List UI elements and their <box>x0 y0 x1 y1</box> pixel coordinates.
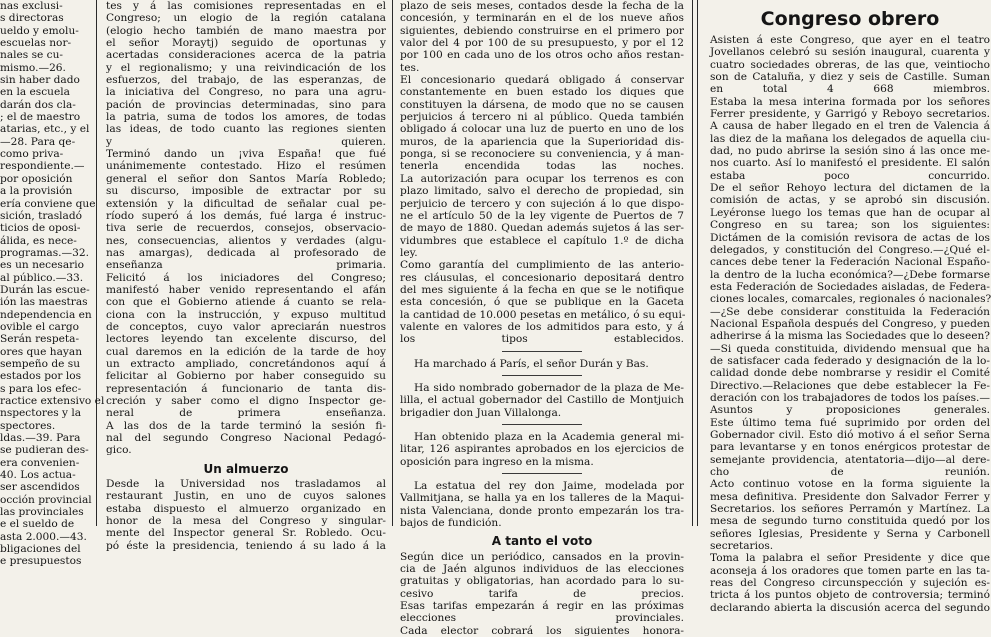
text-line: mesa de segundo turno constituida quedó por los <box>710 515 990 528</box>
text-line: Serán respeta- <box>0 333 80 346</box>
text-line: El concesionario quedará obligado á conservar <box>400 74 684 87</box>
text-line: valente en valores de los admitidos para esto, y á <box>400 320 684 333</box>
text-line: asta 2.000.—43. <box>0 530 87 543</box>
text-line: Como garantía del cumplimiento de las anterio- <box>400 259 684 272</box>
text-line: Según dice un periódico, cansados en la provin- <box>400 550 684 563</box>
text-line: general el señor don Santos María Robledo; <box>106 172 386 185</box>
text-line: delegados, y constitución del Congreso.—¿Qué el- <box>710 243 990 256</box>
text-line: e el sueldo de <box>0 518 75 531</box>
column-4 <box>710 0 991 614</box>
text-line: tenerla encendida todas las noches. <box>400 160 684 173</box>
text-line: ldas.—39. Para <box>0 432 81 445</box>
text-line: ueldo y emolu- <box>0 24 79 37</box>
text-line: Este último tema fué suprimido por orden del <box>710 416 990 429</box>
text-line: Nacional Española después del Congreso, y pueden <box>710 317 990 330</box>
text-line: nes, consecuencias, alientos y verdades (algu- <box>106 234 386 247</box>
divider <box>502 424 582 425</box>
text-line: ser ascendidos <box>0 481 80 494</box>
text-line: s para los efec- <box>0 382 82 395</box>
text-line: deración con los trabajadores de todos los países.— <box>710 391 990 404</box>
text-line: y quieren. <box>106 135 386 148</box>
text-line: Toma la palabra el señor Presidente y dice que <box>710 552 990 565</box>
news-note-line: Vallmitjana, se halla ya en los talleres de la Maqui- <box>400 492 684 505</box>
text-line: concesión, y terminarán en el de los nueve años <box>400 12 684 25</box>
text-line: es un necesario <box>0 259 84 272</box>
text-line: muros, de la apariencia que la Superioridad dis- <box>400 135 684 148</box>
text-line: Dictámen de la comisión revisora de actas de los <box>710 231 990 244</box>
text-line: respondiente.— <box>0 160 85 173</box>
text-line: ticios de oposi- <box>0 222 81 235</box>
column-rule <box>392 0 393 526</box>
text-line: ; el de maestro <box>0 111 81 124</box>
text-line: acertadas consideraciones acerca de la patria <box>106 49 386 62</box>
text-line: mismo.—26. <box>0 61 66 74</box>
text-line: ión las maestras <box>0 296 88 309</box>
text-line: ores que hayan <box>0 345 83 358</box>
text-line: ndependencia en <box>0 308 92 321</box>
column-2 <box>106 0 386 552</box>
text-line: mente del Inspector general Sr. Robledo. Ocu- <box>106 527 386 540</box>
column-rule <box>692 0 693 526</box>
text-line: ovible el cargo <box>0 320 80 333</box>
text-line: tes y á las comisiones representadas en el <box>106 0 386 12</box>
text-line: sempeño de su <box>0 357 81 370</box>
text-line: estaba dispuesto el almuerzo organizado en <box>106 502 386 515</box>
text-line: estaba poco concurrido. <box>710 169 990 182</box>
text-line: aconseja á los oradores que tomen parte en las ta- <box>710 564 990 577</box>
text-line: manifestó haber venido representando el afán <box>106 283 386 296</box>
text-line: del mes siguiente á la fecha en que se le notifique <box>400 283 684 296</box>
text-line: pó éste la presidencia, teniendo á su lado á la <box>106 539 386 552</box>
text-line: dad, no pudo abrirse la sesión sino á las once me- <box>710 145 990 158</box>
text-line: —¿Se debe considerar constituida la Federación <box>710 305 990 318</box>
text-line: pación de provincias determinadas, sino para <box>106 98 386 111</box>
section-heading: A tanto el voto <box>491 534 593 549</box>
text-line: plazo limitado, salvo el derecho de propiedad, sin <box>400 185 684 198</box>
text-line: esfuerzos, del trabajo, de las esperanzas, de <box>106 74 386 87</box>
text-line: comisión de actas, y se aprobó sin discusión. <box>710 194 990 207</box>
text-line: secretarios. <box>710 540 774 553</box>
text-line: Directivo.—Relaciones que debe establecer la Fe- <box>710 379 990 392</box>
text-line: sición, trasladó <box>0 209 83 222</box>
text-line: De el señor Rehoyo lectura del dictamen de la <box>710 182 990 195</box>
text-line: en total 4 668 miembros. <box>710 83 990 96</box>
text-line: cances debe tener la Federación Nacional Españo- <box>710 256 990 269</box>
text-line: ería conviene que <box>0 197 96 210</box>
news-note-line: Ha marchado á París, el señor Durán y Bas. <box>414 357 649 370</box>
text-line: occión provincial <box>0 493 92 506</box>
text-line: de mayo de 1880. Quedan además sujetos á las ser- <box>400 222 684 235</box>
text-line: álida, es nece- <box>0 234 77 247</box>
text-line: ciones locales, comarcales, regionales ó nacionales? <box>710 293 991 306</box>
text-line: las diez de la mañana los delegados de aquella ciu- <box>710 132 990 145</box>
text-line: de conceptos, cuyo valor apreciarán nuestros <box>106 320 386 333</box>
text-line: al público.—33. <box>0 271 84 284</box>
text-line: nos cuarto. Así lo manifestó el presidente. El salón <box>710 157 990 170</box>
text-line: perjuicio de tercero y con sujeción á lo que dispo- <box>400 197 684 210</box>
text-line: nas amargas), dedicada al profesorado de <box>106 246 386 259</box>
text-line: estados por los <box>0 370 82 383</box>
text-line: adherirse á la misma las Sociedades que lo deseen? <box>710 330 990 343</box>
text-line: su discurso, imposible de extractar por su <box>106 185 386 198</box>
text-line: de satisfacer cada federado y designación de la lo- <box>710 354 990 367</box>
text-line: los tipos establecidos. <box>400 333 684 346</box>
text-line: ractice extensivo el <box>0 395 105 407</box>
text-line: tes. <box>400 61 420 74</box>
text-line: señores Iglesias, Presidente y Serna y Carbonell <box>710 527 990 540</box>
text-line: reas del Congreso circunspección y sujeción es- <box>710 577 990 590</box>
text-line: La autorización para ocupar los terrenos es con <box>400 172 684 185</box>
column-1 <box>0 0 105 568</box>
column-3 <box>400 0 686 637</box>
text-line: A las dos de la tarde terminó la sesión fi- <box>106 419 386 432</box>
text-line: se pudieran des- <box>0 444 89 457</box>
text-line: ponga, si se reconociere su conveniencia, y á man- <box>400 148 684 161</box>
text-line: —28. Para qe- <box>0 135 76 148</box>
text-line: atarias, etc., y el <box>0 123 90 136</box>
text-line: nal del segundo Congreso Nacional Pedagó- <box>106 432 386 445</box>
news-note-line: nista Valenciana, donde pronto empezarán los tra- <box>400 504 684 517</box>
text-line: Felicitó á los iniciadores del Congreso; <box>106 271 386 284</box>
text-line: sin haber dado <box>0 74 80 87</box>
text-line: (elogio hecho también de mano maestra por <box>106 24 386 37</box>
text-line: un extracto ampliado, concretándonos aquí á <box>106 357 386 370</box>
text-line: 40. Los actua- <box>0 469 76 482</box>
text-line: Congreso en su tarea; son los siguientes: <box>710 219 990 232</box>
text-line: Leyéronse luego los temas que han de ocupar al <box>710 206 990 219</box>
text-line: programas.—32. <box>0 246 89 259</box>
text-line: ciona con la instrucción, y expuso multitud <box>106 308 386 321</box>
text-line: nales se cu- <box>0 49 64 62</box>
text-line: Desde la Universidad nos trasladamos al <box>106 478 386 491</box>
text-line: darán dos cla- <box>0 98 76 111</box>
text-line: son de Cataluña, y diez y seis de Castille. Suman <box>710 71 990 84</box>
text-line: el señor Moraytj) seguido de oportunas y <box>106 37 386 50</box>
text-line: constituyen la dársena, de modo que no se causen <box>400 98 684 111</box>
text-line: enseñanza primaria. <box>106 259 386 272</box>
text-line: Jovellanos celebró su sesión inaugural, cuarenta y <box>710 46 990 59</box>
text-line: ríodo superó á los demás, fué larga é instruc- <box>106 209 386 222</box>
text-line: era convenien- <box>0 456 80 469</box>
text-line: valor del 4 por 100 de su presupuesto, y por el 12 <box>400 37 684 50</box>
text-line: siguientes, debiendo construirse en el primero por <box>400 24 684 37</box>
text-line: con que el Gobierno atiende á cuanto se rela- <box>106 296 386 309</box>
section-heading: Un almuerzo <box>203 461 289 476</box>
text-line: Acto continuo votose en la forma siguiente la <box>710 478 990 491</box>
text-line: la dentro de la lucha económica?—¿Debe formarse <box>710 268 990 281</box>
text-line: representación á funcionario de tanta dis- <box>106 382 386 395</box>
text-line: constantemente en buen estado los diques que <box>400 86 684 99</box>
text-line: creción y saber como el digno Inspector ge- <box>106 395 386 407</box>
news-note-line: lilla, el actual gobernador del Castillo de Montjuich <box>400 394 684 407</box>
news-note-line: La estatua del rey don Jaime, modelada por <box>414 480 684 493</box>
news-note-line: oposición para ingreso en la misma. <box>400 455 594 468</box>
text-line: ley. <box>400 246 418 259</box>
text-line: a la provisión <box>0 185 73 198</box>
text-line: cesivo tarifa de precios. <box>400 587 684 600</box>
text-line: Gobernador civil. Esto dió motivo á el señor Serna <box>710 429 990 441</box>
text-line: Ferrer presidente, y Garrigó y Reboyo secretarios. <box>710 108 990 121</box>
text-line: s directoras <box>0 12 64 25</box>
divider <box>502 351 582 352</box>
text-line: mesa definitiva. Presidente don Salvador Ferrer y <box>710 490 990 503</box>
news-note-line: Han obtenido plaza en la Academia general mi- <box>414 431 684 443</box>
text-line: tricta á los puntos objeto de controversia; terminó <box>710 589 990 602</box>
text-line: extensión y la dificultad de señalar cual pe- <box>106 197 386 210</box>
text-line: escuelas nor- <box>0 37 72 50</box>
text-line: las provinciales <box>0 506 84 519</box>
text-line: Terminó dando un ¡viva España! que fué <box>106 148 386 161</box>
text-line: nas exclusi- <box>0 0 63 12</box>
text-line: honor de la mesa del Congreso y singular- <box>106 515 386 528</box>
text-line: declarando abierta la discusión acerca del segundo <box>710 601 990 614</box>
text-line: la patria, suma de todos los amores, de todas <box>106 111 386 124</box>
text-line: la iniciativa del Congreso, no para una agru- <box>106 86 386 99</box>
text-line: para levantarse y en tonos enérgicos protestar de <box>710 441 990 454</box>
text-line: A causa de haber llegado en el tren de Valencia á <box>710 120 990 133</box>
divider <box>502 375 582 376</box>
text-line: felicitar al Gobierno por haber conseguido su <box>106 370 386 383</box>
text-line: Congreso; un elogio de la región catalana <box>106 12 386 25</box>
text-line: e presupuestos <box>0 555 82 568</box>
text-line: la cantidad de 10.000 pesetas en metálico, ó su equi- <box>400 308 686 321</box>
text-line: elecciones provinciales. <box>400 612 684 625</box>
text-line: cual daremos en la edición de la tarde de hoy <box>106 345 386 358</box>
text-line: Esas tarifas empezarán á regir en las próximas <box>400 600 684 613</box>
text-line: las ideas, de todo cuanto las regiones sienten <box>106 123 386 136</box>
text-line: gratuitas y obligatorias, han acordado para lo su- <box>400 575 684 588</box>
text-line: Cada elector cobrará los siguientes honora- <box>400 624 684 637</box>
text-line: spectores. <box>0 419 56 432</box>
text-line: perjuicios á tercero ni al público. Queda también <box>400 111 684 124</box>
text-line: lectores leyendo tan excelente discurso, del <box>106 333 386 346</box>
divider <box>502 473 582 474</box>
column-rule <box>96 0 97 526</box>
text-line: y el regionalismo; y una reivindicación de los <box>106 61 386 74</box>
news-note-line: litar, 126 aspirantes aprobados en los ejercicios de <box>400 443 684 456</box>
text-line: por 100 en cada uno de los otros ocho años restan- <box>400 49 684 62</box>
text-line: Secretarios. los señores Perramón y Martínez. La <box>710 503 990 516</box>
text-line: tiva serie de recuerdos, consejos, observacio- <box>106 222 386 235</box>
text-line: calidad donde debe nombrarse y residir el Comité <box>710 367 990 380</box>
column-rule <box>697 0 698 526</box>
text-line: ne el artículo 50 de la ley vigente de Puertos de 7 <box>400 209 684 222</box>
article-title: Congreso obrero <box>760 8 940 30</box>
text-line: como priva- <box>0 148 64 161</box>
text-line: —Si queda constituida, dividendo mensual que ha <box>710 342 990 355</box>
text-line: en la escuela <box>0 86 70 99</box>
text-line: esta concesión, ó que se publique en la Gaceta <box>400 296 684 309</box>
text-line: obligado á colocar una luz de puerto en uno de los <box>400 123 684 136</box>
text-line: semejante providencia, atentatoria—dijo—al dere- <box>710 453 990 466</box>
text-line: Durán las escue- <box>0 283 90 296</box>
text-line: unánimemente contestado. Hizo el resúmen <box>106 160 386 173</box>
text-line: bligaciones del <box>0 543 81 556</box>
text-line: nspectores y la <box>0 407 82 420</box>
text-line: Estaba la mesa interina formada por los señores <box>710 95 990 108</box>
news-note-line: Ha sido nombrado gobernador de la plaza de Me- <box>414 381 684 394</box>
text-line: cia de Jaén algunos individuos de las elecciones <box>400 563 684 576</box>
text-line: restaurant Justin, en uno de cuyos salones <box>106 490 386 503</box>
text-line: gico. <box>106 444 132 457</box>
text-line: Asisten á este Congreso, que ayer en el teatro <box>710 34 990 46</box>
news-note-line: bajos de fundición. <box>400 517 502 530</box>
text-line: por oposición <box>0 172 73 185</box>
text-line: esta Federación de Sociedades aisladas, de Federa- <box>710 280 990 293</box>
text-line: res cláusulas, el concesionario depositará dentro <box>400 271 684 284</box>
news-note-line: brigadier don Juan Villalonga. <box>400 406 562 419</box>
text-line: plazo de seis meses, contados desde la fecha de la <box>400 0 684 12</box>
text-line: cho de reunión. <box>710 466 990 479</box>
text-line: Asuntos y proposiciones generales. <box>710 404 990 417</box>
text-line: vidumbres que establece el capítulo 1.º de dicha <box>400 234 684 247</box>
text-line: neral de primera enseñanza. <box>106 407 386 420</box>
text-line: cuatro sociedades obreras, de las que, veintiocho <box>710 58 990 71</box>
